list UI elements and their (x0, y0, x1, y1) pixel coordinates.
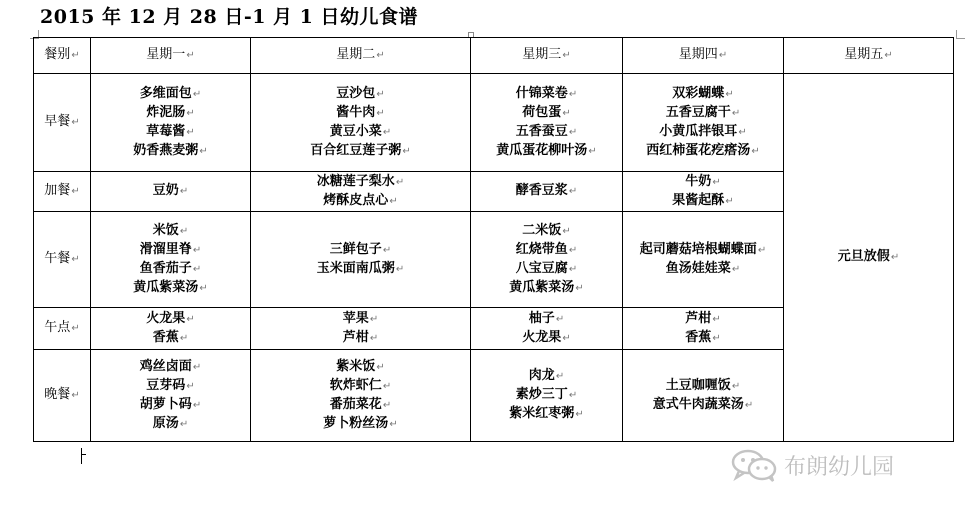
dish-item: 紫米红枣粥↵ (509, 406, 584, 421)
dish-item: 五香蚕豆↵ (515, 123, 578, 139)
meal-row (34, 74, 954, 172)
dish-item: 软炸虾仁↵ (329, 377, 392, 393)
dish-item: 肉龙↵ (528, 368, 565, 383)
dish-item: 芦柑↵ (342, 329, 379, 345)
menu-cell (251, 74, 471, 172)
dish-item: 萝卜粉丝汤↵ (323, 415, 398, 431)
menu-table (33, 37, 954, 442)
dish-item: 鱼香茄子↵ (139, 260, 202, 276)
menu-cell (251, 350, 471, 442)
menu-cell (91, 350, 251, 442)
dish-item: 胡萝卜码↵ (139, 396, 202, 412)
text-cursor-mark (82, 454, 86, 455)
menu-cell (91, 172, 251, 212)
menu-cell (91, 308, 251, 350)
dish-item: 香蕉↵ (685, 329, 721, 345)
dish-item: 多维面包↵ (139, 85, 202, 101)
dish-item: 果酱起酥↵ (672, 192, 734, 208)
dish-item: 二米饭↵ (522, 222, 571, 238)
corner-header: 餐别↵ (34, 38, 91, 74)
day-header: 星期二↵ (251, 38, 471, 74)
dish-item: 火龙果↵ (146, 310, 195, 326)
dish-item: 黄瓜紫菜汤↵ (133, 279, 208, 295)
dish-item: 豆芽码↵ (146, 377, 195, 393)
dish-item: 豆奶↵ (152, 183, 189, 198)
menu-cell (91, 212, 251, 308)
menu-cell (471, 212, 623, 308)
dish-item: 火龙果↵ (522, 329, 571, 345)
dish-item: 炸泥肠↵ (146, 104, 195, 120)
menu-cell (251, 212, 471, 308)
menu-cell (251, 172, 471, 212)
dish-item: 百合红豆莲子粥↵ (310, 142, 411, 158)
dish-item: 冰糖莲子梨水↵ (316, 173, 405, 189)
dish-item: 意式牛肉蔬菜汤↵ (652, 396, 754, 412)
dish-item: 起司蘑菇培根蝴蝶面↵ (639, 241, 767, 257)
dish-item: 双彩蝴蝶↵ (672, 85, 734, 101)
dish-item: 鸡丝卤面↵ (139, 358, 202, 374)
day-header: 星期四↵ (623, 38, 784, 74)
dish-item: 什锦菜卷↵ (515, 85, 578, 101)
day-header: 星期一↵ (91, 38, 251, 74)
dish-item: 三鲜包子↵ (329, 241, 392, 257)
dish-item: 滑溜里脊↵ (139, 241, 202, 257)
dish-item: 黄瓜紫菜汤↵ (509, 279, 584, 295)
menu-cell (623, 74, 784, 172)
dish-item: 番茄菜花↵ (329, 396, 392, 412)
dish-item: 柚子↵ (528, 310, 565, 326)
menu-cell (471, 350, 623, 442)
dish-item: 鱼汤娃娃菜↵ (665, 260, 741, 276)
meal-label: 午餐↵ (34, 212, 91, 308)
text-cursor (81, 448, 82, 464)
meal-label: 晚餐↵ (34, 350, 91, 442)
dish-item: 荷包蛋↵ (522, 104, 571, 120)
dish-item: 芦柑↵ (685, 310, 721, 326)
meal-label: 午点↵ (34, 308, 91, 350)
dish-item: 苹果↵ (342, 310, 379, 326)
header-row (34, 38, 954, 74)
dish-item: 红烧带鱼↵ (515, 241, 578, 257)
dish-item: 八宝豆腐↵ (515, 260, 578, 276)
friday-holiday-cell: 元旦放假↵ (784, 74, 954, 442)
dish-item: 烤酥皮点心↵ (323, 192, 398, 208)
menu-cell (623, 212, 784, 308)
dish-item: 小黄瓜拌银耳↵ (659, 123, 747, 139)
wechat-icon (730, 448, 778, 482)
dish-item: 黄豆小菜↵ (329, 123, 392, 139)
meal-label: 早餐↵ (34, 74, 91, 172)
dish-item: 香蕉↵ (152, 329, 189, 345)
menu-cell (471, 308, 623, 350)
dish-item: 豆沙包↵ (336, 85, 385, 101)
watermark-text: 布朗幼儿园 (784, 454, 895, 480)
menu-cell (623, 308, 784, 350)
dish-item: 米饭↵ (152, 222, 189, 238)
menu-cell (623, 172, 784, 212)
dish-item: 土豆咖喱饭↵ (665, 377, 741, 393)
dish-item: 原汤↵ (152, 415, 189, 431)
dish-item: 酵香豆浆↵ (515, 183, 578, 198)
dish-item: 西红柿蛋花疙瘩汤↵ (646, 142, 760, 158)
page-title: 2015 年 12 月 28 日-1 月 1 日幼儿食谱 (40, 6, 419, 28)
dish-item: 玉米面南瓜粥↵ (316, 260, 405, 276)
dish-item: 素炒三丁↵ (515, 387, 578, 402)
menu-cell (623, 350, 784, 442)
menu-cell (471, 172, 623, 212)
page-corner-mark (956, 30, 965, 39)
day-header: 星期三↵ (471, 38, 623, 74)
dish-item: 酱牛肉↵ (336, 104, 385, 120)
day-header: 星期五↵ (784, 38, 954, 74)
dish-item: 紫米饭↵ (336, 358, 385, 374)
watermark (730, 448, 894, 482)
menu-cell (251, 308, 471, 350)
dish-item: 五香豆腐干↵ (665, 104, 741, 120)
menu-cell (471, 74, 623, 172)
dish-item: 牛奶↵ (685, 173, 721, 189)
menu-cell (91, 74, 251, 172)
dish-item: 黄瓜蛋花柳叶汤↵ (496, 142, 597, 158)
dish-item: 奶香燕麦粥↵ (133, 142, 208, 158)
meal-label: 加餐↵ (34, 172, 91, 212)
dish-item: 草莓酱↵ (146, 123, 195, 139)
